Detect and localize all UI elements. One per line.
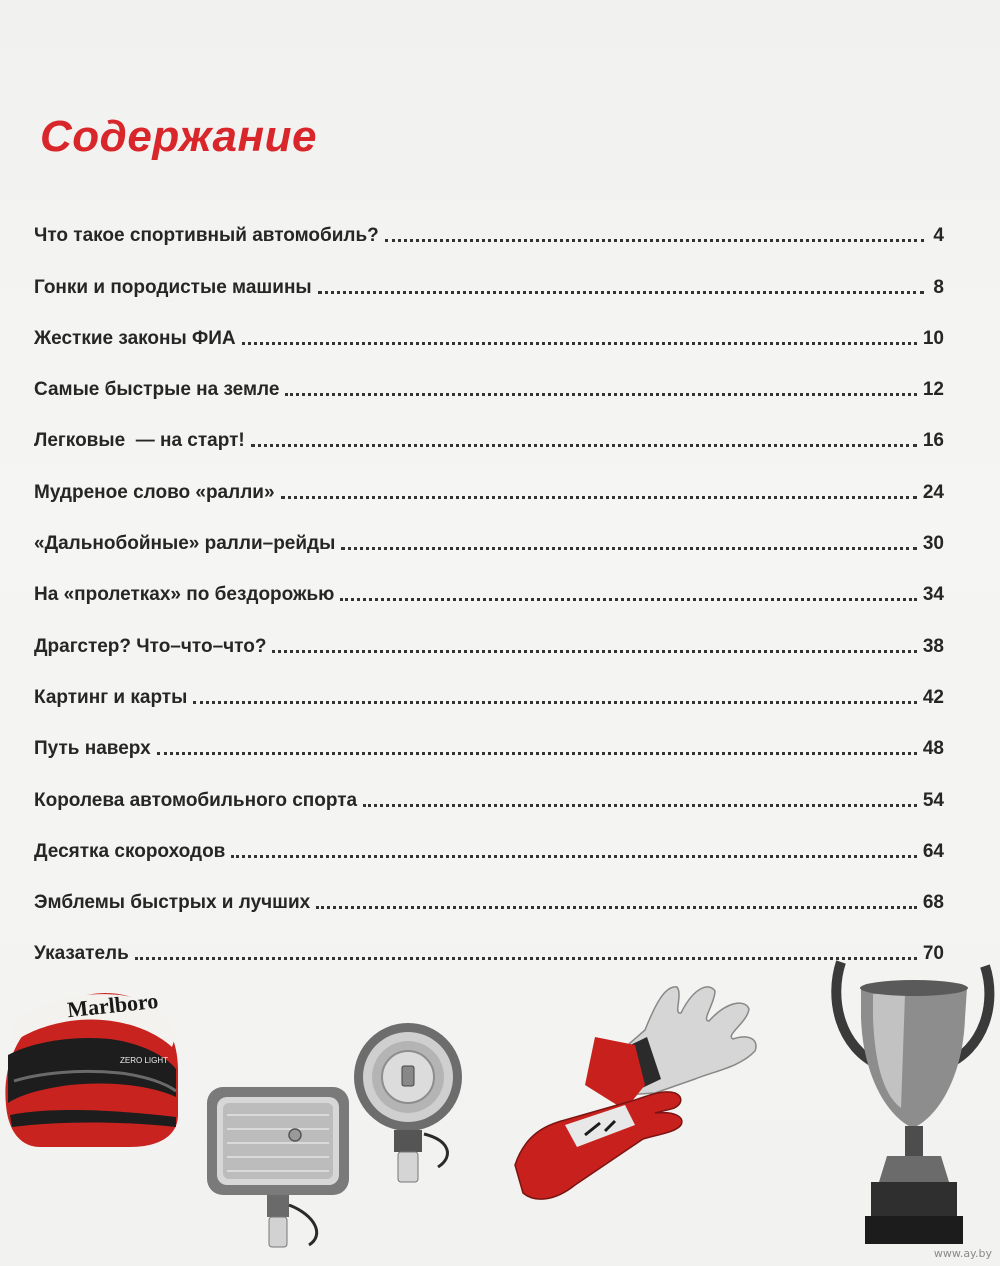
toc-dot-leader [272,650,916,653]
helmet-brand-text: Marlboro [66,987,160,1023]
toc-dot-leader [340,598,916,601]
toc-dot-leader [285,393,916,396]
toc-entry[interactable] [34,709,944,760]
toc-page-number: 4 [933,225,944,247]
toc-dot-leader [385,239,924,242]
round-headlight-illustration [350,1022,465,1192]
toc-page-number: 68 [922,892,944,914]
toc-entry[interactable] [34,863,944,914]
toc-page-number: 8 [933,276,944,298]
racing-gloves-illustration [505,975,765,1215]
toc-entry[interactable] [34,350,944,401]
toc-page-number: 34 [922,584,944,606]
racing-helmet-illustration [0,985,185,1160]
toc-entry-title: Гонки и породистые машины [34,276,312,298]
toc-entry-title: Указатель [34,943,129,965]
trophy-cup-illustration [825,958,1000,1253]
toc-page-number: 54 [922,789,944,811]
toc-entry-title: Самые быстрые на земле [34,379,280,401]
toc-entry[interactable] [34,196,944,247]
toc-page-number: 42 [922,686,944,708]
table-of-contents [34,196,944,965]
toc-entry[interactable] [34,658,944,709]
toc-entry-title: На «пролетках» по бездорожью [34,584,335,606]
toc-entry-title: Мудреное слово «ралли» [34,481,275,503]
watermark: www.ay.by [933,1247,992,1260]
toc-dot-leader [193,701,917,704]
toc-dot-leader [231,855,916,858]
toc-entry[interactable] [34,504,944,555]
toc-entry[interactable] [34,760,944,811]
toc-entry-title: Картинг и карты [34,686,188,708]
toc-page-number: 48 [922,738,944,760]
toc-entry-title: Что такое спортивный автомобиль? [34,225,379,247]
toc-entry[interactable] [34,247,944,298]
toc-dot-leader [242,342,917,345]
helmet-visor-text: ZERO LIGHT [120,1056,169,1065]
toc-page-number: 10 [922,327,944,349]
toc-dot-leader [251,444,917,447]
toc-dot-leader [281,496,917,499]
toc-entry-title: Путь наверх [34,738,151,760]
page-title: Содержание [40,112,317,161]
toc-page-number: 70 [922,943,944,965]
toc-dot-leader [157,752,917,755]
toc-entry-title: «Дальнобойные» ралли–рейды [34,533,336,555]
toc-entry[interactable] [34,555,944,606]
toc-entry[interactable] [34,299,944,350]
toc-entry-title: Королева автомобильного спорта [34,789,358,811]
toc-page-number: 12 [922,379,944,401]
rectangular-headlight-illustration [205,1085,355,1250]
toc-dot-leader [341,547,917,550]
toc-page-number: 64 [922,840,944,862]
toc-entry[interactable] [34,812,944,863]
toc-page-number: 38 [922,635,944,657]
toc-entry-title: Жесткие законы ФИА [34,327,236,349]
toc-entry-title: Десятка скороходов [34,840,226,862]
toc-dot-leader [318,291,924,294]
toc-entry-title: Драгстер? Что–что–что? [34,635,267,657]
toc-entry-title: Эмблемы быстрых и лучших [34,892,311,914]
toc-entry[interactable] [34,606,944,657]
toc-page-number: 24 [922,481,944,503]
toc-page-number: 16 [922,430,944,452]
toc-page-number: 30 [922,533,944,555]
toc-dot-leader [316,906,917,909]
toc-entry[interactable] [34,401,944,452]
toc-dot-leader [363,804,917,807]
toc-entry[interactable] [34,914,944,965]
toc-dot-leader [135,957,917,960]
toc-entry[interactable] [34,452,944,503]
toc-entry-title: Легковые — на старт! [34,430,245,452]
